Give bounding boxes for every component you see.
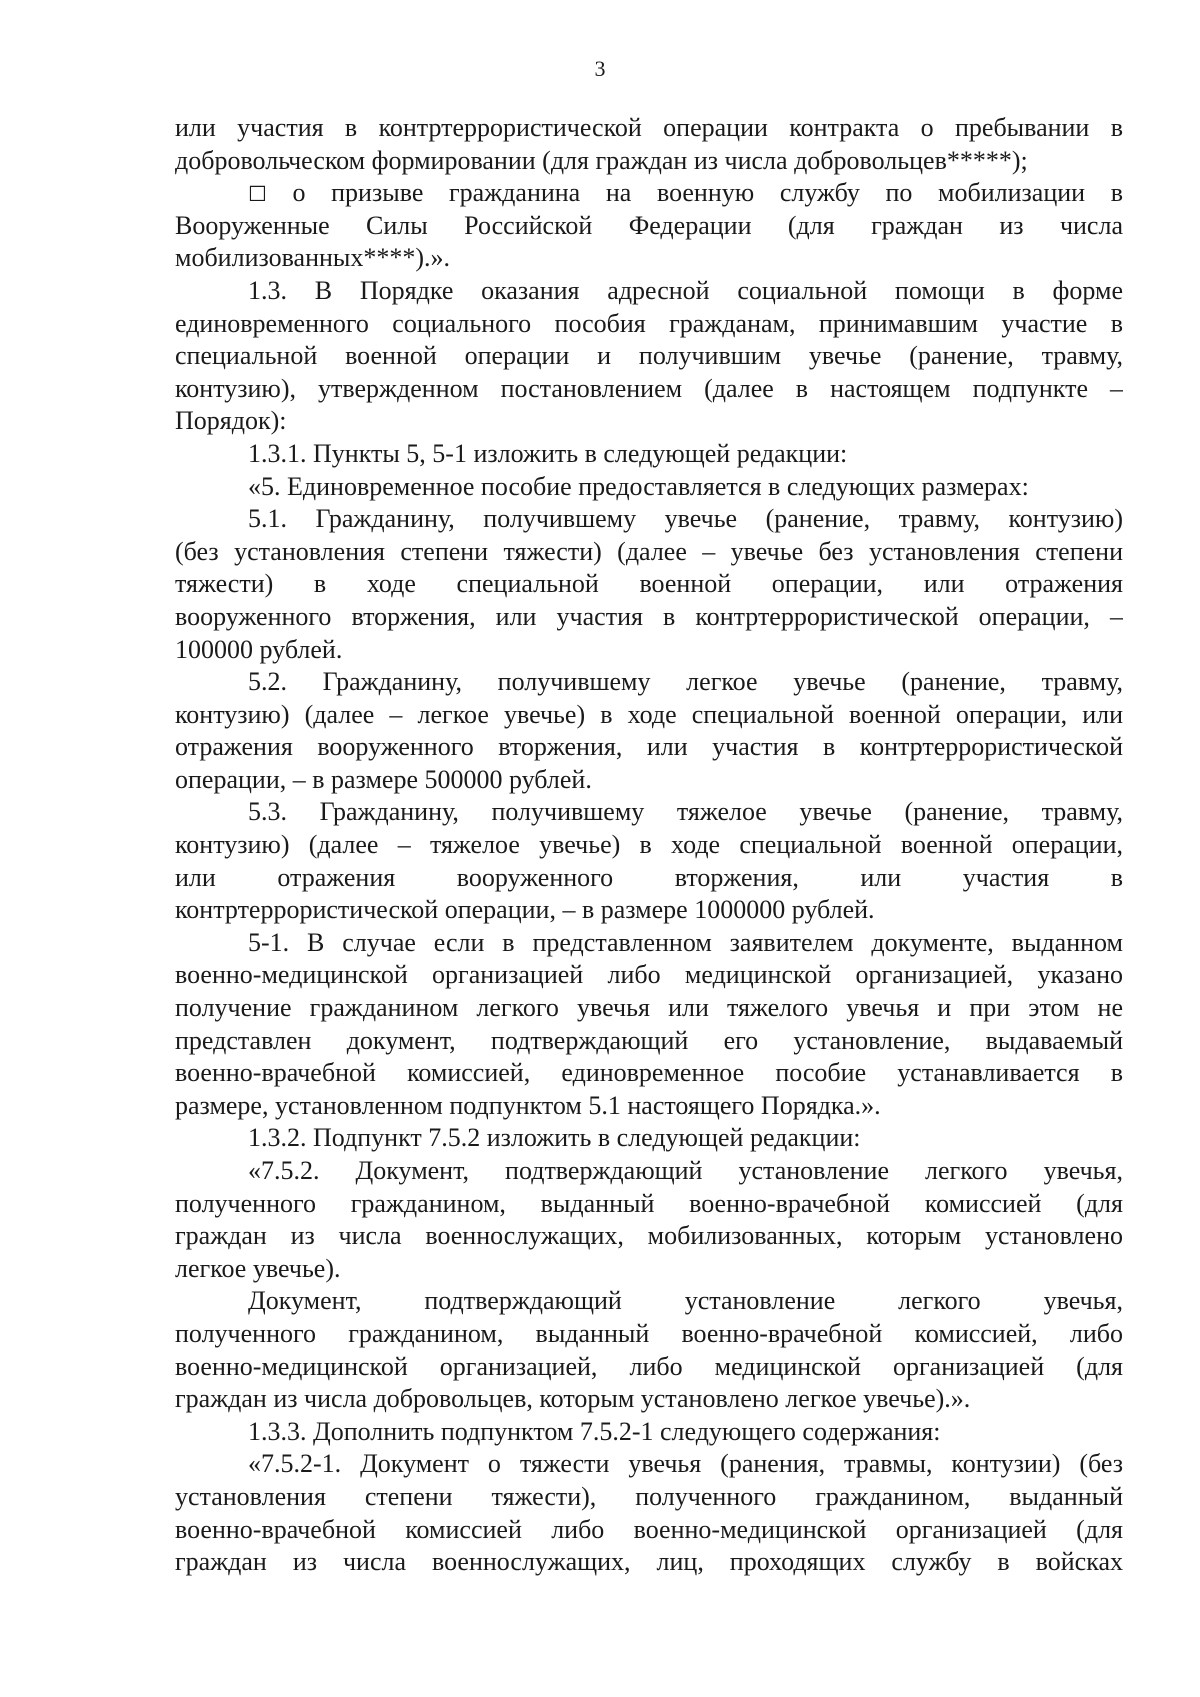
line-text: размере, установленном подпунктом 5.1 настоящего Порядка.». (175, 1090, 881, 1120)
text-line (175, 1090, 1123, 1123)
text-line (175, 1514, 1123, 1547)
line-text: тяжести) в ходе специальной военной операции, или отражения (175, 569, 1123, 599)
text-line (175, 992, 1123, 1025)
text-line (175, 634, 1123, 667)
line-text: военно-медицинской организацией, либо медицинской организацией (для (175, 1351, 1123, 1381)
text-line (175, 1025, 1123, 1058)
text-line (175, 796, 1123, 829)
line-text: «7.5.2. Документ, подтверждающий установление легкого увечья, (248, 1156, 1123, 1185)
text-line (175, 112, 1123, 145)
line-text: Документ, подтверждающий установление легкого увечья, (248, 1286, 1123, 1316)
text-line (175, 145, 1123, 178)
text-line (175, 438, 1123, 471)
line-text: 5.2. Гражданину, получившему легкое увечье (ранение, травму, (248, 667, 1123, 697)
line-text: Вооруженные Силы Российской Федерации (для граждан из числа (175, 210, 1123, 240)
text-line (175, 731, 1123, 764)
line-text: полученного гражданином, выданный военно-врачебной комиссией (для (175, 1188, 1123, 1218)
line-text: 1.3. В Порядке оказания адресной социальной помощи в форме (248, 275, 1123, 305)
page-number: 3 (594, 56, 606, 81)
line-text: специальной военной операции и получившим увечье (ранение, травму, (175, 341, 1123, 371)
text-line (175, 1481, 1123, 1514)
text-line (175, 308, 1123, 341)
text-line (175, 471, 1123, 504)
line-text: 1.3.1. Пункты 5, 5-1 изложить в следующей редакции: (248, 438, 848, 468)
line-text: Порядок): (175, 406, 287, 436)
line-text: «5. Единовременное пособие предоставляется в следующих размерах: (248, 471, 1029, 501)
line-text: граждан из числа военнослужащих, лиц, проходящих службу в войсках (175, 1547, 1123, 1577)
line-text: вооруженного вторжения, или участия в контртеррористической операции, – (175, 601, 1123, 631)
line-text: 100000 рублей. (175, 634, 343, 664)
line-text: граждан из числа добровольцев, которым установлено легкое увечье).». (175, 1384, 971, 1414)
text-line (175, 1220, 1123, 1253)
text-line (175, 601, 1123, 634)
text-line (175, 503, 1123, 536)
text-line (175, 862, 1123, 895)
text-line (175, 1155, 1123, 1188)
line-text: представлен документ, подтверждающий его установление, выдаваемый (175, 1025, 1123, 1055)
line-text: или отражения вооруженного вторжения, или участия в (175, 862, 1123, 892)
text-line (175, 373, 1123, 406)
text-line (175, 340, 1123, 373)
text-line (175, 1122, 1123, 1155)
text-line (175, 1416, 1123, 1449)
text-line (175, 1383, 1123, 1416)
line-text: или участия в контртеррористической операции контракта о пребывании в (175, 113, 1123, 142)
line-text: контртеррористической операции, – в размере 1000000 рублей. (175, 895, 875, 925)
line-text: контузию) (далее – легкое увечье) в ходе специальной военной операции, или (175, 699, 1123, 729)
text-line (175, 764, 1123, 797)
line-text: установления степени тяжести), полученного гражданином, выданный (175, 1481, 1123, 1511)
text-line (175, 1285, 1123, 1318)
line-text: добровольческом формировании (для граждан из числа добровольцев*****); (175, 145, 1028, 175)
line-text: легкое увечье). (175, 1253, 341, 1283)
line-text: единовременного социального пособия гражданам, принимавшим участие в (175, 308, 1123, 338)
line-text: получение гражданином легкого увечья или тяжелого увечья и при этом не (175, 993, 1123, 1023)
text-line (175, 1351, 1123, 1384)
text-line (175, 1188, 1123, 1221)
text-line (175, 1448, 1123, 1481)
text-line (175, 1057, 1123, 1090)
line-text: 5.3. Гражданину, получившему тяжелое увечье (ранение, травму, (248, 797, 1123, 827)
line-text: о призыве гражданина на военную службу по мобилизации в (292, 178, 1123, 208)
line-text: «7.5.2-1. Документ о тяжести увечья (ранения, травмы, контузии) (без (248, 1449, 1123, 1479)
text-line (175, 568, 1123, 601)
text-line (175, 894, 1123, 927)
text-line (175, 1546, 1123, 1579)
line-text: контузию) (далее – тяжелое увечье) в ходе специальной военной операции, (175, 830, 1123, 860)
line-text: (без установления степени тяжести) (далее – увечье без установления степени (175, 536, 1123, 566)
line-text: мобилизованных****).». (175, 243, 451, 273)
text-line (175, 927, 1123, 960)
line-text: граждан из числа военнослужащих, мобилизованных, которым установлено (175, 1221, 1123, 1251)
text-line (175, 242, 1123, 275)
text-line (175, 666, 1123, 699)
text-line (175, 177, 1123, 210)
text-line (175, 275, 1123, 308)
text-line (175, 536, 1123, 569)
text-line (175, 405, 1123, 438)
line-text: отражения вооруженного вторжения, или участия в контртеррористической (175, 732, 1123, 762)
text-line (175, 699, 1123, 732)
line-text: военно-врачебной комиссией, единовременное пособие устанавливается в (175, 1058, 1123, 1088)
line-text: 1.3.2. Подпункт 7.5.2 изложить в следующей редакции: (248, 1123, 861, 1153)
line-text: 5.1. Гражданину, получившему увечье (ранение, травму, контузию) (248, 504, 1123, 534)
line-text: операции, – в размере 500000 рублей. (175, 764, 592, 794)
text-line (175, 1318, 1123, 1351)
line-text: 1.3.3. Дополнить подпунктом 7.5.2-1 следующего содержания: (248, 1416, 941, 1446)
text-line (175, 959, 1123, 992)
text-line (175, 210, 1123, 243)
line-text: контузию), утвержденном постановлением (далее в настоящем подпункте – (175, 373, 1123, 403)
document-body (175, 112, 1123, 1579)
checkbox-icon: ☐ (248, 182, 267, 207)
line-text: военно-медицинской организацией либо медицинской организацией, указано (175, 960, 1123, 990)
text-line (175, 829, 1123, 862)
line-text: 5-1. В случае если в представленном заявителем документе, выданном (248, 927, 1123, 957)
line-text: полученного гражданином, выданный военно-врачебной комиссией, либо (175, 1318, 1123, 1348)
line-text: военно-врачебной комиссией либо военно-медицинской организацией (для (175, 1514, 1123, 1544)
text-line (175, 1253, 1123, 1286)
